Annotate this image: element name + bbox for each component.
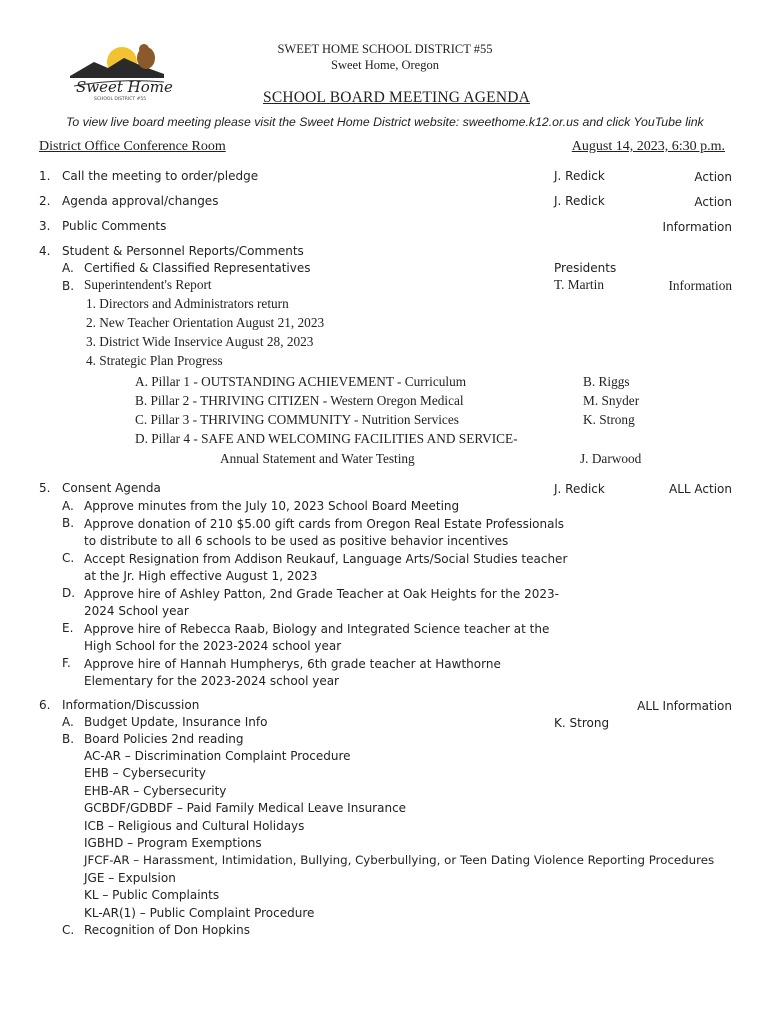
info-letter: B. bbox=[62, 732, 75, 746]
sub-label: Superintendent's Report bbox=[84, 277, 212, 292]
item-presenter: J. Redick bbox=[554, 169, 605, 183]
consent-letter: F. bbox=[62, 656, 71, 670]
consent-item: Accept Resignation from Addison Reukauf, Language Arts/Social Studies teacher at the Jr. High effective August 1, 2023 bbox=[84, 552, 568, 583]
consent-letter: C. bbox=[62, 551, 75, 565]
item-label: Agenda approval/changes bbox=[62, 194, 219, 208]
consent-item: Approve hire of Hannah Humpherys, 6th grade teacher at Hawthorne Elementary for the 2023-2024 school year bbox=[84, 657, 501, 688]
sub-letter: A. bbox=[62, 261, 74, 275]
page-title: SCHOOL BOARD MEETING AGENDA bbox=[263, 89, 531, 106]
pillar-item: C. Pillar 3 - THRIVING COMMUNITY - Nutrition Services bbox=[135, 412, 459, 427]
pillar-presenter: M. Snyder bbox=[583, 393, 640, 408]
consent-letter: A. bbox=[62, 499, 74, 513]
district-city: Sweet Home, Oregon bbox=[331, 58, 439, 72]
pillar-presenter: B. Riggs bbox=[583, 374, 630, 389]
item-label: Information/Discussion bbox=[62, 698, 200, 712]
item-label: Public Comments bbox=[62, 219, 167, 233]
item-number: 3. bbox=[39, 219, 51, 233]
info-letter: A. bbox=[62, 715, 74, 729]
sub-presenter: T. Martin bbox=[554, 277, 604, 292]
policy-item: ICB – Religious and Cultural Holidays bbox=[84, 819, 305, 833]
item-action: ALL Information bbox=[637, 699, 732, 713]
item-action: Information bbox=[662, 220, 732, 234]
policy-item: AC-AR – Discrimination Complaint Procedure bbox=[84, 749, 351, 763]
policy-item: EHB – Cybersecurity bbox=[84, 766, 206, 780]
item-label: Consent Agenda bbox=[62, 481, 161, 495]
consent-item: Approve minutes from the July 10, 2023 School Board Meeting bbox=[84, 499, 460, 513]
policy-item: EHB-AR – Cybersecurity bbox=[84, 784, 227, 798]
item-number: 1. bbox=[39, 169, 51, 183]
item-action: ALL Action bbox=[669, 482, 732, 496]
report-point: 4. Strategic Plan Progress bbox=[86, 353, 223, 368]
report-point: 2. New Teacher Orientation August 21, 2023 bbox=[86, 315, 325, 330]
report-point: 1. Directors and Administrators return bbox=[86, 296, 289, 311]
logo-text: Sweet Home bbox=[76, 78, 173, 96]
item-number: 5. bbox=[39, 481, 51, 495]
consent-letter: B. bbox=[62, 516, 75, 530]
item-presenter: J. Redick bbox=[554, 194, 605, 208]
live-stream-note: To view live board meeting please visit the Sweet Home District website: sweethome.k12.or.us and click YouTube link bbox=[66, 115, 704, 129]
policy-item: GCBDF/GDBDF – Paid Family Medical Leave Insurance bbox=[84, 801, 407, 815]
policy-item: JFCF-AR – Harassment, Intimidation, Bullying, Cyberbullying, or Teen Dating Violence Reporting Procedures bbox=[84, 853, 715, 867]
info-letter: C. bbox=[62, 923, 75, 937]
sub-action: Information bbox=[668, 278, 732, 293]
consent-item: Approve donation of 210 $5.00 gift cards from Oregon Real Estate Professionals to distribute to all 6 schools to be used as positive behavior incentives bbox=[84, 517, 565, 548]
info-item: Board Policies 2nd reading bbox=[84, 732, 244, 746]
logo-subtext: SCHOOL DISTRICT #55 bbox=[94, 97, 147, 102]
meeting-room: District Office Conference Room bbox=[39, 139, 226, 154]
item-label: Call the meeting to order/pledge bbox=[62, 169, 259, 183]
pillar-item-continued: Annual Statement and Water Testing bbox=[220, 451, 415, 466]
policy-item: IGBHD – Program Exemptions bbox=[84, 836, 262, 850]
policy-item: KL – Public Complaints bbox=[84, 888, 220, 902]
policy-item: KL-AR(1) – Public Complaint Procedure bbox=[84, 906, 315, 920]
item-presenter: J. Redick bbox=[554, 482, 605, 496]
consent-item: Approve hire of Rebecca Raab, Biology and Integrated Science teacher at the High School for the 2023-2024 school year bbox=[84, 622, 550, 653]
report-point: 3. District Wide Inservice August 28, 2023 bbox=[86, 334, 314, 349]
item-action: Action bbox=[694, 170, 732, 184]
info-item: Recognition of Don Hopkins bbox=[84, 923, 250, 937]
district-name: SWEET HOME SCHOOL DISTRICT #55 bbox=[277, 42, 493, 56]
pillar-item: D. Pillar 4 - SAFE AND WELCOMING FACILITIES AND SERVICE- bbox=[135, 431, 518, 446]
info-presenter: K. Strong bbox=[554, 716, 610, 730]
meeting-date: August 14, 2023, 6:30 p.m. bbox=[571, 139, 725, 154]
item-action: Action bbox=[694, 195, 732, 209]
item-number: 4. bbox=[39, 244, 51, 258]
info-item: Budget Update, Insurance Info bbox=[84, 715, 268, 729]
item-number: 2. bbox=[39, 194, 51, 208]
pillar-presenter: J. Darwood bbox=[580, 451, 642, 466]
consent-item: Approve hire of Ashley Patton, 2nd Grade Teacher at Oak Heights for the 2023-2024 School year bbox=[84, 587, 559, 618]
pillar-item: A. Pillar 1 - OUTSTANDING ACHIEVEMENT - Curriculum bbox=[135, 374, 467, 389]
sub-letter: B. bbox=[62, 279, 75, 293]
sub-presenter: Presidents bbox=[554, 261, 617, 275]
consent-letter: E. bbox=[62, 621, 74, 635]
consent-letter: D. bbox=[62, 586, 76, 600]
sub-label: Certified & Classified Representatives bbox=[84, 261, 311, 275]
item-number: 6. bbox=[39, 698, 51, 712]
policy-item: JGE – Expulsion bbox=[84, 871, 176, 885]
pillar-presenter: K. Strong bbox=[583, 412, 635, 427]
pillar-item: B. Pillar 2 - THRIVING CITIZEN - Western Oregon Medical bbox=[135, 393, 464, 408]
item-label: Student & Personnel Reports/Comments bbox=[62, 244, 304, 258]
